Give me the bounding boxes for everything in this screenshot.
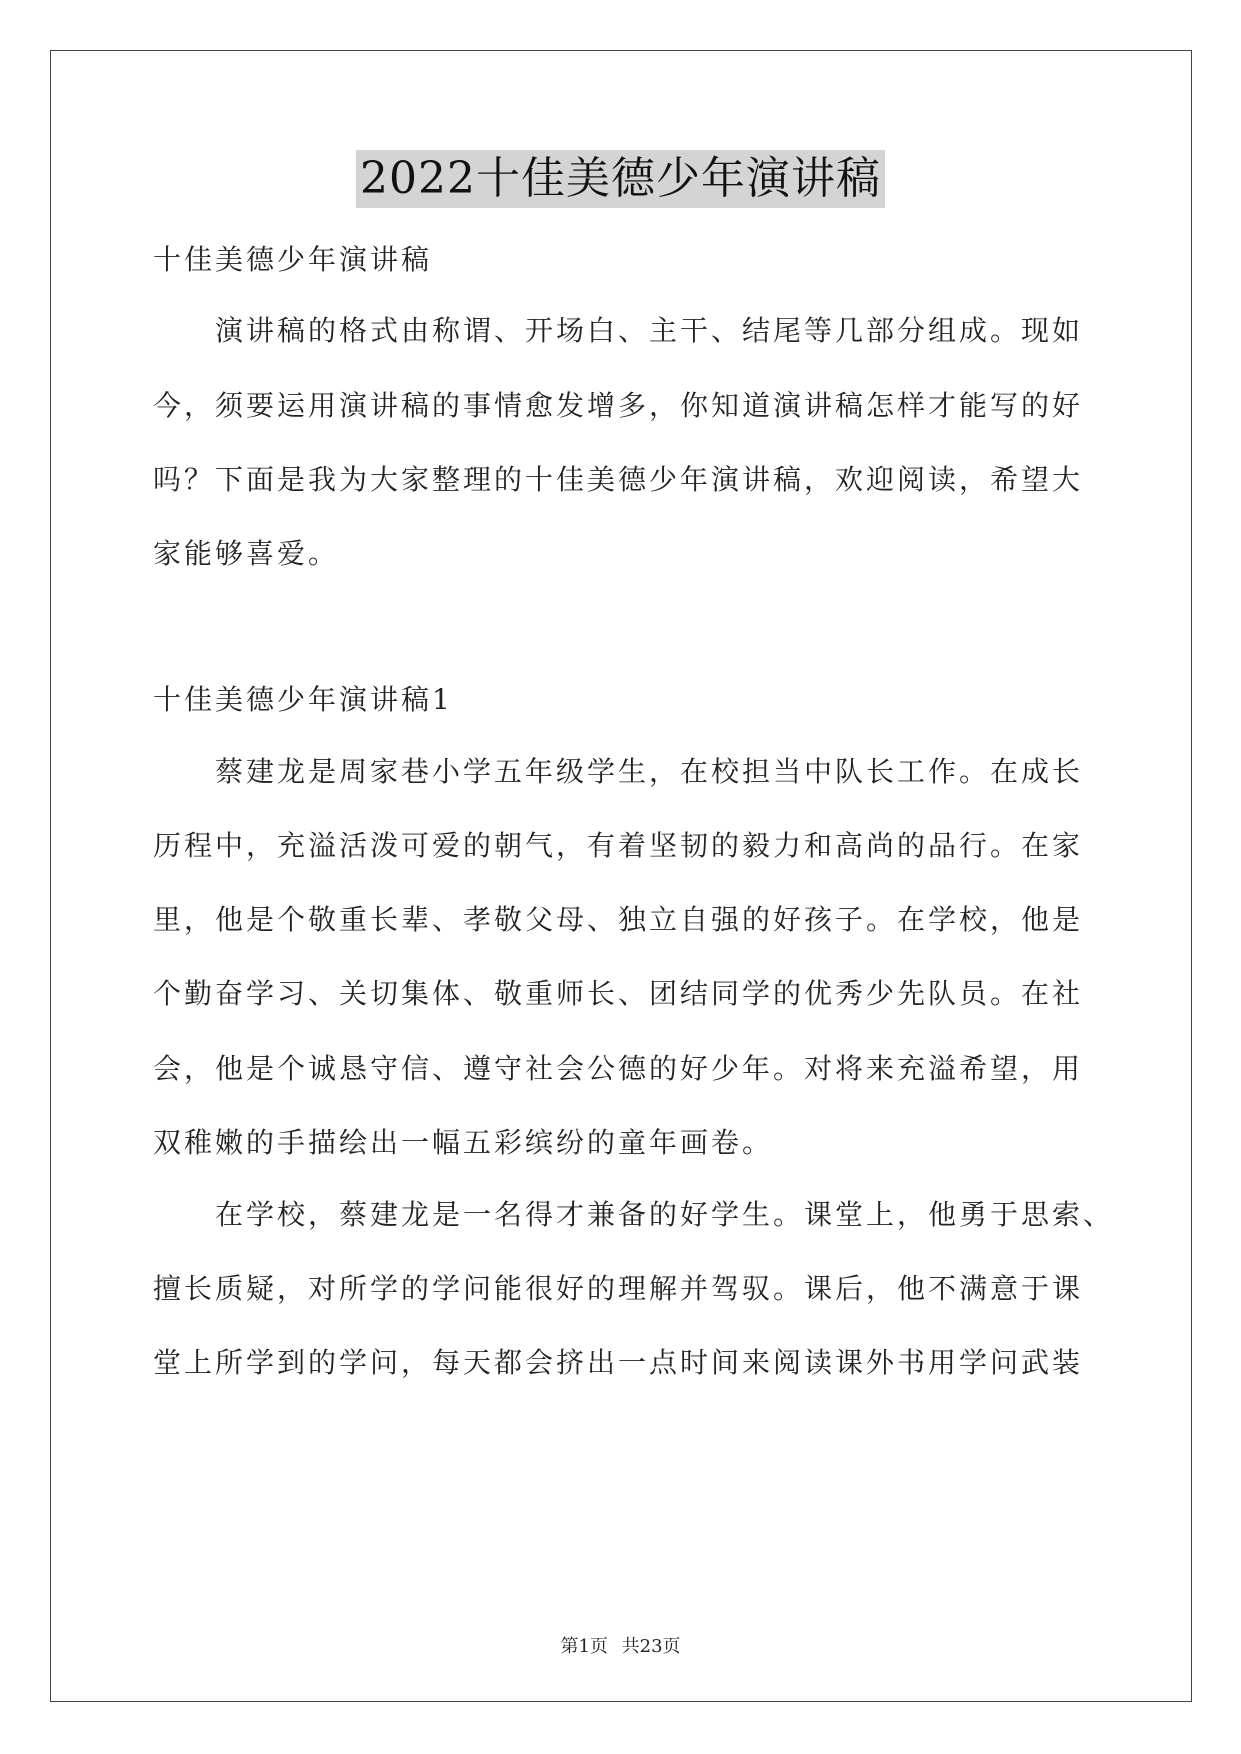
paragraph-line: 双稚嫩的手描绘出一幅五彩缤纷的童年画卷。 [153,1126,774,1159]
paragraph-line: 里，他是个敬重长辈、孝敬父母、独立自强的好孩子。在学校，他是 [153,903,1084,936]
page-total: 共23页 [621,1636,681,1657]
page-footer [0,1632,1241,1658]
title-container [0,150,1241,208]
intro-line: 今，须要运用演讲稿的事情愈发增多，你知道演讲稿怎样才能写的好 [153,389,1084,422]
page-border [50,50,1192,1702]
paragraph-line: 堂上所学到的学问，每天都会挤出一点时间来阅读课外书用学问武装 [153,1346,1084,1379]
paragraph-line: 蔡建龙是周家巷小学五年级学生，在校担当中队长工作。在成长 [153,755,1084,788]
paragraph-line: 在学校，蔡建龙是一名得才兼备的好学生。课堂上，他勇于思索、 [153,1198,1115,1231]
intro-line: 演讲稿的格式由称谓、开场白、主干、结尾等几部分组成。现如 [153,314,1084,347]
subtitle: 十佳美德少年演讲稿 [153,243,433,276]
section-heading: 十佳美德少年演讲稿1 [153,683,453,716]
intro-line: 吗？下面是我为大家整理的十佳美德少年演讲稿，欢迎阅读，希望大 [153,463,1084,496]
document-title: 2022十佳美德少年演讲稿 [356,150,885,208]
intro-line: 家能够喜爱。 [153,537,340,570]
paragraph-line: 擅长质疑，对所学的学问能很好的理解并驾驭。课后，他不满意于课 [153,1272,1084,1305]
paragraph-line: 历程中，充溢活泼可爱的朝气，有着坚韧的毅力和高尚的品行。在家 [153,829,1084,862]
page-number: 第1页 [560,1636,608,1657]
paragraph-line: 个勤奋学习、关切集体、敬重师长、团结同学的优秀少先队员。在社 [153,977,1084,1010]
paragraph-line: 会，他是个诚恳守信、遵守社会公德的好少年。对将来充溢希望，用 [153,1052,1084,1085]
